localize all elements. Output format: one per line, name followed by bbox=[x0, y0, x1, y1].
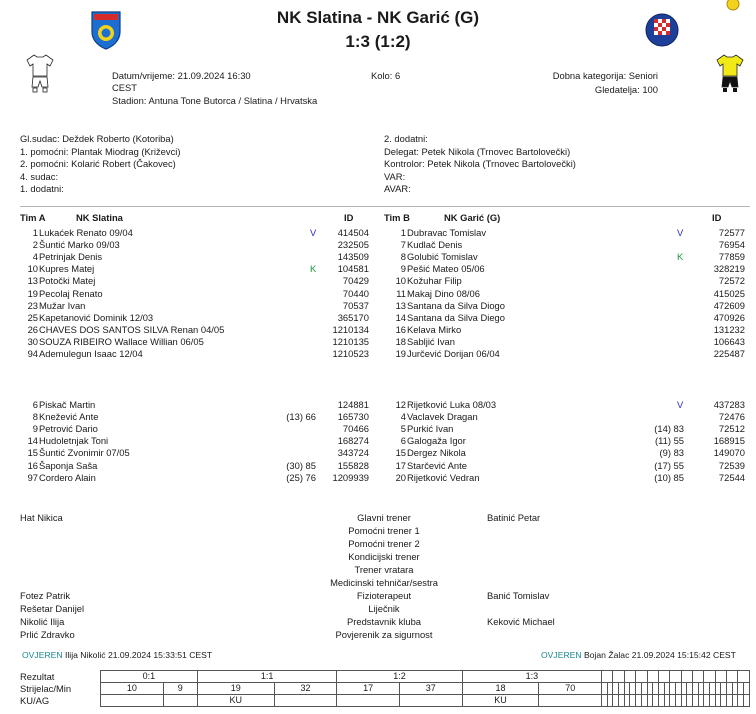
player-number: 4 bbox=[32, 251, 38, 263]
player-name: Santana da Silva Diogo bbox=[407, 299, 505, 311]
player-number: 9 bbox=[400, 263, 406, 275]
verification-right bbox=[541, 650, 736, 661]
player-id: 72512 bbox=[718, 423, 745, 435]
player-number: 1 bbox=[32, 227, 38, 238]
substitution-minute: (30) 85 bbox=[286, 459, 316, 471]
player-id: 472609 bbox=[713, 299, 745, 311]
scorer-cell: 9 bbox=[163, 683, 197, 695]
player-number: 94 bbox=[27, 348, 38, 359]
player-id: 77859 bbox=[718, 251, 745, 263]
player-name: Kudlač Denis bbox=[407, 239, 463, 251]
ku-ag-cell bbox=[399, 695, 462, 707]
ku-ag-cell bbox=[274, 695, 337, 707]
player-name: Galogaža Igor bbox=[407, 435, 466, 447]
player-id: 149070 bbox=[713, 447, 745, 459]
player-name: Kupres Matej bbox=[39, 263, 95, 275]
divider bbox=[20, 206, 750, 207]
staff-away-name: Keković Michael bbox=[487, 616, 555, 627]
player-name: Golubić Tomislav bbox=[407, 251, 478, 263]
result-cell bbox=[692, 671, 703, 683]
ku-ag-cell bbox=[743, 695, 749, 707]
scorer-cell: 32 bbox=[274, 683, 337, 695]
player-name: Kožuhar Filip bbox=[407, 275, 462, 287]
player-number: 15 bbox=[395, 447, 406, 459]
score-table-row bbox=[101, 695, 750, 707]
match-stadium: Stadion: Antuna Tone Butorca / Slatina / Hrvatska bbox=[112, 95, 318, 106]
staff-role: Pomoćni trener 2 bbox=[348, 538, 420, 549]
ku-ag-cell bbox=[101, 695, 164, 707]
player-id: 168274 bbox=[337, 435, 369, 447]
score-table-row bbox=[101, 683, 750, 695]
team-b-id-header: ID bbox=[712, 212, 722, 223]
staff-home-name: Rešetar Danijel bbox=[20, 603, 85, 614]
player-name: Petrović Dario bbox=[39, 423, 98, 435]
player-name: Santana da Silva Diego bbox=[407, 311, 505, 323]
substitution-minute: (14) 83 bbox=[654, 423, 684, 435]
player-number: 14 bbox=[27, 435, 38, 447]
player-name: Purkić Ivan bbox=[407, 423, 454, 435]
player-number: 16 bbox=[395, 323, 406, 335]
official-line: Kontrolor: Petek Nikola (Trnovec Bartolovečki) bbox=[384, 158, 576, 169]
player-name: Hudoletnjak Toni bbox=[39, 435, 109, 447]
home-club-crest bbox=[90, 10, 122, 50]
player-number: 19 bbox=[395, 348, 406, 359]
staff-role: Pomoćni trener 1 bbox=[348, 525, 420, 536]
away-kit-icon bbox=[716, 54, 744, 94]
result-cell bbox=[658, 671, 669, 683]
scorer-cell: 70 bbox=[539, 683, 602, 695]
substitution-minute: (10) 85 bbox=[654, 471, 684, 483]
player-role-badge: V bbox=[677, 227, 684, 238]
substitution-minute: (9) 83 bbox=[659, 447, 684, 459]
player-id: 131232 bbox=[713, 323, 745, 335]
player-number: 9 bbox=[32, 423, 38, 435]
player-number: 16 bbox=[27, 459, 38, 471]
player-name: Dubravac Tomislav bbox=[407, 227, 487, 238]
player-number: 30 bbox=[27, 335, 38, 347]
player-number: 8 bbox=[400, 251, 406, 263]
player-number: 18 bbox=[395, 335, 406, 347]
federation-logo bbox=[723, 0, 743, 12]
player-name: Kapetanović Dominik 12/03 bbox=[39, 311, 154, 323]
ku-ag-cell bbox=[539, 695, 602, 707]
match-round: Kolo: 6 bbox=[371, 70, 401, 81]
staff-role: Liječnik bbox=[368, 603, 400, 614]
team-a-name: NK Slatina bbox=[76, 212, 123, 223]
scorer-cell: 37 bbox=[399, 683, 462, 695]
official-line: 2. dodatni: bbox=[384, 133, 428, 144]
player-id: 124881 bbox=[337, 399, 369, 410]
player-role-badge: K bbox=[677, 251, 684, 263]
player-id: 143509 bbox=[337, 251, 369, 263]
official-line: 2. pomoćni: Kolarić Robert (Čakovec) bbox=[20, 158, 176, 169]
result-cell bbox=[602, 671, 613, 683]
staff-away-name: Batinić Petar bbox=[487, 512, 541, 523]
ku-ag-cell: KU bbox=[462, 695, 539, 707]
player-name: Šuntić Zvonimir 07/05 bbox=[39, 447, 130, 459]
player-name: Knežević Ante bbox=[39, 411, 99, 423]
official-line: 4. sudac: bbox=[20, 170, 59, 182]
result-cell bbox=[738, 671, 750, 683]
spectators: Gledatelja: 100 bbox=[594, 84, 658, 95]
ku-ag-cell bbox=[337, 695, 400, 707]
team-a-id-header: ID bbox=[344, 212, 354, 223]
player-id: 155828 bbox=[337, 459, 369, 471]
substitution-minute: (17) 55 bbox=[654, 459, 684, 471]
player-id: 343724 bbox=[337, 447, 369, 459]
player-number: 17 bbox=[395, 459, 406, 471]
player-role-badge: V bbox=[677, 399, 684, 410]
player-name: Sabljić Ivan bbox=[407, 335, 455, 347]
result-cell bbox=[636, 671, 647, 683]
player-id: 72476 bbox=[718, 411, 745, 423]
staff-role: Kondicijski trener bbox=[348, 551, 420, 562]
player-number: 10 bbox=[395, 275, 406, 287]
player-name: Starčević Ante bbox=[407, 459, 467, 471]
player-name: Pecolaj Renato bbox=[39, 287, 103, 299]
result-cell: 1:2 bbox=[337, 671, 462, 683]
player-name: Pešić Mateo 05/06 bbox=[407, 263, 485, 275]
match-title: NK Slatina - NK Garić (G) bbox=[276, 8, 480, 27]
row-label-result: Rezultat bbox=[20, 671, 55, 682]
verified-tag: OVJEREN bbox=[541, 650, 582, 660]
substitution-minute: (11) 55 bbox=[654, 435, 684, 447]
player-id: 70440 bbox=[342, 287, 369, 299]
player-role-badge: K bbox=[310, 263, 317, 275]
player-id: 72544 bbox=[718, 471, 745, 483]
scorer-cell: 10 bbox=[101, 683, 164, 695]
official-line: Delegat: Petek Nikola (Trnovec Bartolovečki) bbox=[384, 145, 571, 157]
verified-by: Ilija Nikolić 21.09.2024 15:33:51 CEST bbox=[64, 650, 213, 660]
result-cell bbox=[670, 671, 681, 683]
player-number: 19 bbox=[27, 287, 38, 299]
scorer-cell: 19 bbox=[197, 683, 274, 695]
match-score: 1:3 (1:2) bbox=[345, 32, 411, 51]
player-name: Šaponja Saša bbox=[39, 459, 98, 471]
player-name: Dergez Nikola bbox=[407, 447, 466, 459]
staff-away-name: Banić Tomislav bbox=[487, 590, 550, 601]
player-number: 6 bbox=[400, 435, 406, 447]
player-id: 72539 bbox=[718, 459, 745, 471]
player-id: 365170 bbox=[337, 311, 369, 323]
player-number: 12 bbox=[395, 399, 406, 410]
player-number: 25 bbox=[27, 311, 38, 323]
player-number: 2 bbox=[32, 239, 38, 251]
player-id: 1210135 bbox=[332, 335, 369, 347]
scorer-cell: 17 bbox=[337, 683, 400, 695]
team-b-name: NK Garić (G) bbox=[444, 212, 501, 223]
staff-role: Povjerenik za sigurnost bbox=[335, 629, 433, 640]
player-id: 437283 bbox=[713, 399, 745, 410]
player-id: 72572 bbox=[718, 275, 745, 287]
official-line: AVAR: bbox=[384, 183, 411, 194]
player-name: Vaclavek Dragan bbox=[407, 411, 478, 423]
staff-home-name: Nikolić Ilija bbox=[20, 616, 65, 627]
result-cell: 1:3 bbox=[462, 671, 602, 683]
staff-role: Predstavnik kluba bbox=[347, 616, 421, 627]
player-id: 70537 bbox=[342, 299, 369, 311]
substitution-minute: (25) 76 bbox=[286, 471, 316, 483]
verified-by: Bojan Žalac 21.09.2024 15:15:42 CEST bbox=[583, 650, 736, 660]
player-id: 1209939 bbox=[332, 471, 369, 483]
player-name: Šuntić Marko 09/03 bbox=[39, 239, 120, 251]
result-cell bbox=[624, 671, 635, 683]
player-id: 76954 bbox=[718, 239, 745, 251]
player-name: Rijetković Vedran bbox=[407, 471, 480, 483]
staff-role: Fizioterapeut bbox=[356, 590, 412, 601]
player-id: 415025 bbox=[713, 287, 745, 299]
official-line: 1. dodatni: bbox=[20, 183, 64, 194]
result-cell bbox=[726, 671, 737, 683]
player-name: CHAVES DOS SANTOS SILVA Renan 04/05 bbox=[39, 323, 225, 335]
player-id: 328219 bbox=[713, 263, 745, 275]
player-name: Lukaćek Renato 09/04 bbox=[39, 227, 133, 238]
team-a-label: Tim A bbox=[20, 212, 46, 223]
player-number: 23 bbox=[27, 299, 38, 311]
player-number: 5 bbox=[400, 423, 406, 435]
scorer-cell: 18 bbox=[462, 683, 539, 695]
result-cell bbox=[681, 671, 692, 683]
player-number: 7 bbox=[400, 239, 406, 251]
verified-tag: OVJEREN bbox=[22, 650, 63, 660]
player-role-badge: V bbox=[310, 227, 317, 238]
player-name: SOUZA RIBEIRO Wallace Willian 06/05 bbox=[39, 335, 204, 347]
age-category: Dobna kategorija: Seniori bbox=[552, 70, 658, 81]
away-club-crest bbox=[645, 12, 679, 48]
result-cell bbox=[613, 671, 624, 683]
player-number: 6 bbox=[32, 399, 38, 410]
row-label-ku-ag: KU/AG bbox=[20, 695, 50, 706]
player-id: 72577 bbox=[718, 227, 745, 238]
ku-ag-cell bbox=[163, 695, 197, 707]
ku-ag-cell: KU bbox=[197, 695, 274, 707]
player-id: 414504 bbox=[337, 227, 369, 238]
result-cell bbox=[704, 671, 715, 683]
player-name: Kelava Mirko bbox=[407, 323, 462, 335]
official-line: VAR: bbox=[384, 170, 406, 182]
scorer-cell bbox=[743, 683, 749, 695]
player-id: 1210523 bbox=[332, 348, 369, 359]
staff-role: Medicinski tehničar/sestra bbox=[330, 577, 438, 588]
player-name: Jurčević Dorijan 06/04 bbox=[407, 348, 500, 359]
player-number: 15 bbox=[27, 447, 38, 459]
player-id: 232505 bbox=[337, 239, 369, 251]
staff-home-name: Prlić Zdravko bbox=[20, 629, 75, 640]
player-id: 1210134 bbox=[332, 323, 369, 335]
player-number: 20 bbox=[395, 471, 406, 483]
staff-home-name: Hat Nikica bbox=[20, 512, 63, 523]
official-line: Gl.sudac: Deždek Roberto (Kotoriba) bbox=[20, 133, 174, 144]
player-name: Cordero Alain bbox=[39, 471, 96, 483]
result-cell: 1:1 bbox=[197, 671, 337, 683]
player-number: 10 bbox=[27, 263, 38, 275]
player-id: 470926 bbox=[713, 311, 745, 323]
player-number: 1 bbox=[400, 227, 406, 238]
player-number: 97 bbox=[27, 471, 38, 483]
player-name: Mužar Ivan bbox=[39, 299, 86, 311]
result-cell bbox=[715, 671, 726, 683]
score-table bbox=[100, 670, 750, 707]
player-number: 26 bbox=[27, 323, 38, 335]
staff-home-name: Fotez Patrik bbox=[20, 590, 71, 601]
player-name: Makaj Dino 08/06 bbox=[407, 287, 480, 299]
player-id: 104581 bbox=[337, 263, 369, 275]
match-datetime: Datum/vrijeme: 21.09.2024 16:30 bbox=[112, 70, 251, 81]
result-cell bbox=[647, 671, 658, 683]
score-table-row bbox=[101, 671, 750, 683]
player-id: 225487 bbox=[713, 348, 745, 359]
player-id: 70429 bbox=[342, 275, 369, 287]
row-label-scorer: Strijelac/Min bbox=[20, 683, 72, 694]
verification-left bbox=[22, 650, 212, 661]
result-cell: 0:1 bbox=[101, 671, 198, 683]
player-id: 168915 bbox=[713, 435, 745, 447]
player-number: 4 bbox=[400, 411, 406, 423]
player-name: Rijetković Luka 08/03 bbox=[407, 399, 497, 410]
substitution-minute: (13) 66 bbox=[286, 411, 316, 423]
home-kit-icon bbox=[26, 54, 54, 94]
player-name: Petrinjak Denis bbox=[39, 251, 103, 263]
player-number: 13 bbox=[395, 299, 406, 311]
match-timezone: CEST bbox=[112, 82, 138, 93]
team-b-label: Tim B bbox=[384, 212, 410, 223]
player-number: 14 bbox=[395, 311, 406, 323]
player-name: Ademulegun Isaac 12/04 bbox=[39, 348, 143, 359]
staff-role: Trener vratara bbox=[354, 564, 414, 575]
official-line: 1. pomoćni: Plantak Miodrag (Križevci) bbox=[20, 145, 181, 157]
player-number: 11 bbox=[396, 287, 406, 299]
player-id: 106643 bbox=[713, 335, 745, 347]
player-id: 165730 bbox=[337, 411, 369, 423]
staff-role: Glavni trener bbox=[357, 512, 411, 523]
player-id: 70466 bbox=[342, 423, 369, 435]
player-number: 8 bbox=[32, 411, 38, 423]
player-name: Piskač Martin bbox=[39, 399, 96, 410]
player-number: 13 bbox=[27, 275, 38, 287]
player-name: Potočki Matej bbox=[39, 275, 96, 287]
